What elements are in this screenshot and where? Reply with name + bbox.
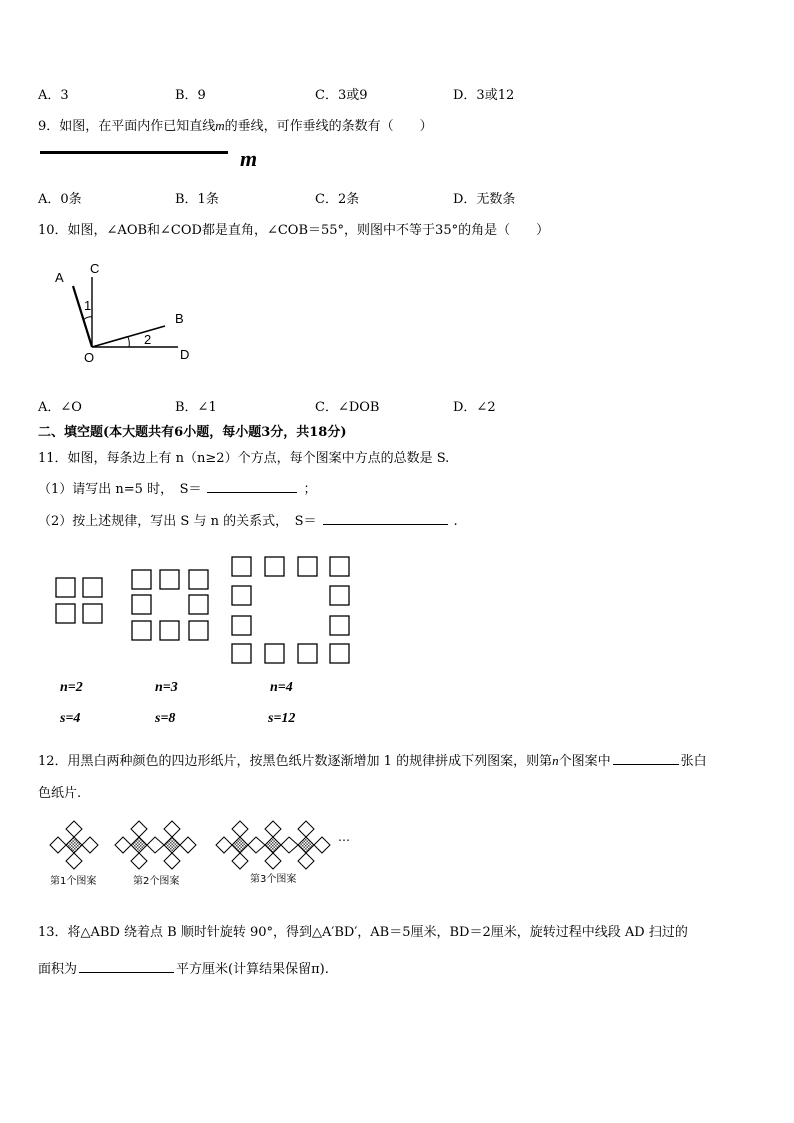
- q9-option-a: A．0条: [38, 192, 82, 207]
- square: [265, 557, 284, 576]
- square: [330, 644, 349, 663]
- section-2-heading: 二、填空题(本大题共有6小题，每小题3分，共18分): [38, 425, 347, 440]
- square: [330, 616, 349, 635]
- square: [298, 644, 317, 663]
- pattern-caption-3: 第3个图案: [250, 874, 297, 885]
- s-label-3: s=12: [268, 711, 296, 726]
- square: [132, 595, 151, 614]
- q12-ellipsis: …: [338, 830, 350, 844]
- q9-var: m: [215, 118, 225, 133]
- square: [232, 557, 251, 576]
- q9-option-c: C．2条: [315, 192, 360, 207]
- square: [132, 570, 151, 589]
- square: [330, 586, 349, 605]
- q8-option-d: D．3或12: [453, 88, 515, 103]
- square: [132, 621, 151, 640]
- square: [189, 595, 208, 614]
- q13-line1: 13．将△ABD 绕着点 B 顺时针旋转 90°，得到△A′BD′，AB＝5厘米，BD＝2厘米，旋转过程中线段 AD 扫过的: [38, 925, 688, 940]
- q12-line1-post: 张白: [680, 754, 707, 769]
- q11-part1: [38, 478, 317, 497]
- pattern-caption-2: 第2个图案: [133, 876, 180, 887]
- q10-option-b: B．∠1: [175, 400, 217, 415]
- q11-part2-blank: [323, 510, 448, 525]
- square: [56, 604, 75, 623]
- q10-option-d: D．∠2: [453, 400, 496, 415]
- q9-stem-pre: 9．如图，在平面内作已知直线: [38, 119, 216, 134]
- square: [298, 557, 317, 576]
- label-1: 1: [84, 298, 92, 313]
- square: [160, 570, 179, 589]
- q8-option-b: B．9: [175, 88, 206, 103]
- square: [189, 621, 208, 640]
- q12-blank: [613, 750, 679, 765]
- label-c: C: [90, 261, 100, 276]
- pattern-caption-1: 第1个图案: [50, 876, 97, 887]
- q11-part1-pre: （1）请写出 n=5 时， S＝: [38, 482, 202, 497]
- q8-option-a: A．3: [38, 88, 69, 103]
- label-a: A: [55, 270, 64, 285]
- square: [83, 604, 102, 623]
- square: [330, 557, 349, 576]
- q13-line2-post: 平方厘米(计算结果保留π).: [176, 962, 329, 977]
- q9-stem: [38, 115, 433, 134]
- q12-line1-pre: 12．用黑白两种颜色的四边形纸片，按黑色纸片数逐渐增加 1 的规律拼成下列图案，则第: [38, 754, 553, 769]
- q10-option-a: A．∠O: [38, 400, 82, 415]
- label-d: D: [180, 347, 190, 362]
- s-label-2: s=8: [155, 711, 176, 726]
- line-m-label: m: [240, 146, 258, 171]
- q9-stem-post: 的垂线，可作垂线的条数有（ ）: [224, 119, 433, 134]
- q11-part2-post: .: [453, 514, 458, 529]
- s-label-1: s=4: [60, 711, 81, 726]
- angle-2-arc: [128, 337, 129, 347]
- q12-line1-mid: 个图案中: [558, 754, 611, 769]
- q9-option-d: D．无数条: [453, 192, 516, 207]
- square: [160, 621, 179, 640]
- square: [232, 586, 251, 605]
- q13-blank: [79, 958, 174, 973]
- q11-part2: [38, 510, 458, 529]
- label-o: O: [84, 350, 95, 365]
- square: [232, 644, 251, 663]
- q10-stem: 10．如图，∠AOB和∠COD都是直角，∠COB＝55°，则图中不等于35°的角是（ ）: [38, 223, 550, 238]
- q13-line2: [38, 958, 329, 977]
- q11-intro: 11．如图，每条边上有 n（n≥2）个方点，每个图案中方点的总数是 S.: [38, 451, 450, 466]
- q8-option-c: C．3或9: [315, 88, 368, 103]
- n-label-2: n=3: [155, 680, 178, 695]
- label-2: 2: [144, 332, 152, 347]
- q12-var: n: [552, 753, 559, 768]
- q9-option-b: B．1条: [175, 192, 219, 207]
- square: [232, 616, 251, 635]
- q11-part2-pre: （2）按上述规律，写出 S 与 n 的关系式， S＝: [38, 514, 317, 529]
- square: [265, 644, 284, 663]
- line-m: [40, 151, 228, 154]
- n-label-3: n=4: [270, 680, 293, 695]
- square: [189, 570, 208, 589]
- square-points-figure: [50, 552, 360, 672]
- q12-line2: 色纸片.: [38, 786, 82, 801]
- q10-option-c: C．∠DOB: [315, 400, 380, 415]
- q11-part1-blank: [207, 478, 297, 493]
- angle-1-arc: [83, 317, 92, 320]
- label-b: B: [175, 311, 184, 326]
- square: [83, 578, 102, 597]
- n-label-1: n=2: [60, 680, 83, 695]
- square: [56, 578, 75, 597]
- q12-line1: [38, 750, 707, 769]
- q11-part1-post: ；: [303, 482, 317, 497]
- tile-patterns-figure: [44, 815, 354, 871]
- ray-ob: [92, 326, 165, 347]
- q13-line2-pre: 面积为: [38, 962, 78, 977]
